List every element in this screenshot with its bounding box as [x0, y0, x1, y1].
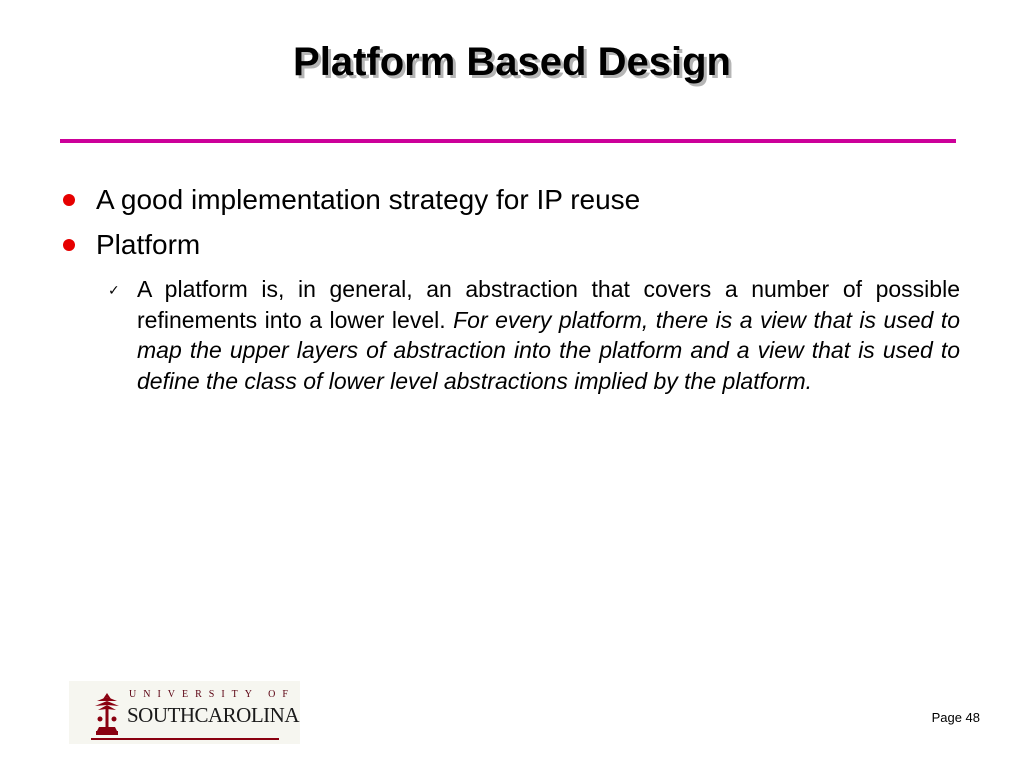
bullet-text-1: A good implementation strategy for IP reuse [96, 184, 641, 215]
sub-bullet-text [137, 274, 960, 396]
sub-bullet-item [108, 274, 960, 396]
logo-name-text: SOUTHCAROLINA [127, 703, 299, 727]
palmetto-tree-icon [93, 689, 121, 737]
bullet-dot-icon [63, 239, 75, 251]
bullet-item-1 [60, 184, 960, 216]
logo-university-text: UNIVERSITY OF [129, 689, 295, 700]
bullet-dot-icon [63, 194, 75, 206]
bullet-text-2: Platform [96, 229, 201, 260]
checkmark-icon: ✓ [108, 283, 120, 299]
logo-underline [91, 738, 279, 740]
sub-bullet-plain-text: A platform is, in general, an abstraction that covers a number of possible refinements into a lower level. [137, 276, 960, 333]
university-logo [69, 681, 300, 744]
sub-bullet-italic-text: For every platform, there is a view that is used to map the upper layers of abstraction into the platform and a view that is used to define the class of lower level abstractions implied by the platform. [137, 306, 960, 394]
bullet-item-2 [60, 229, 960, 261]
title-divider [60, 139, 956, 143]
slide-title: Platform Based Design [293, 40, 731, 84]
page-number: Page 48 [931, 710, 980, 725]
